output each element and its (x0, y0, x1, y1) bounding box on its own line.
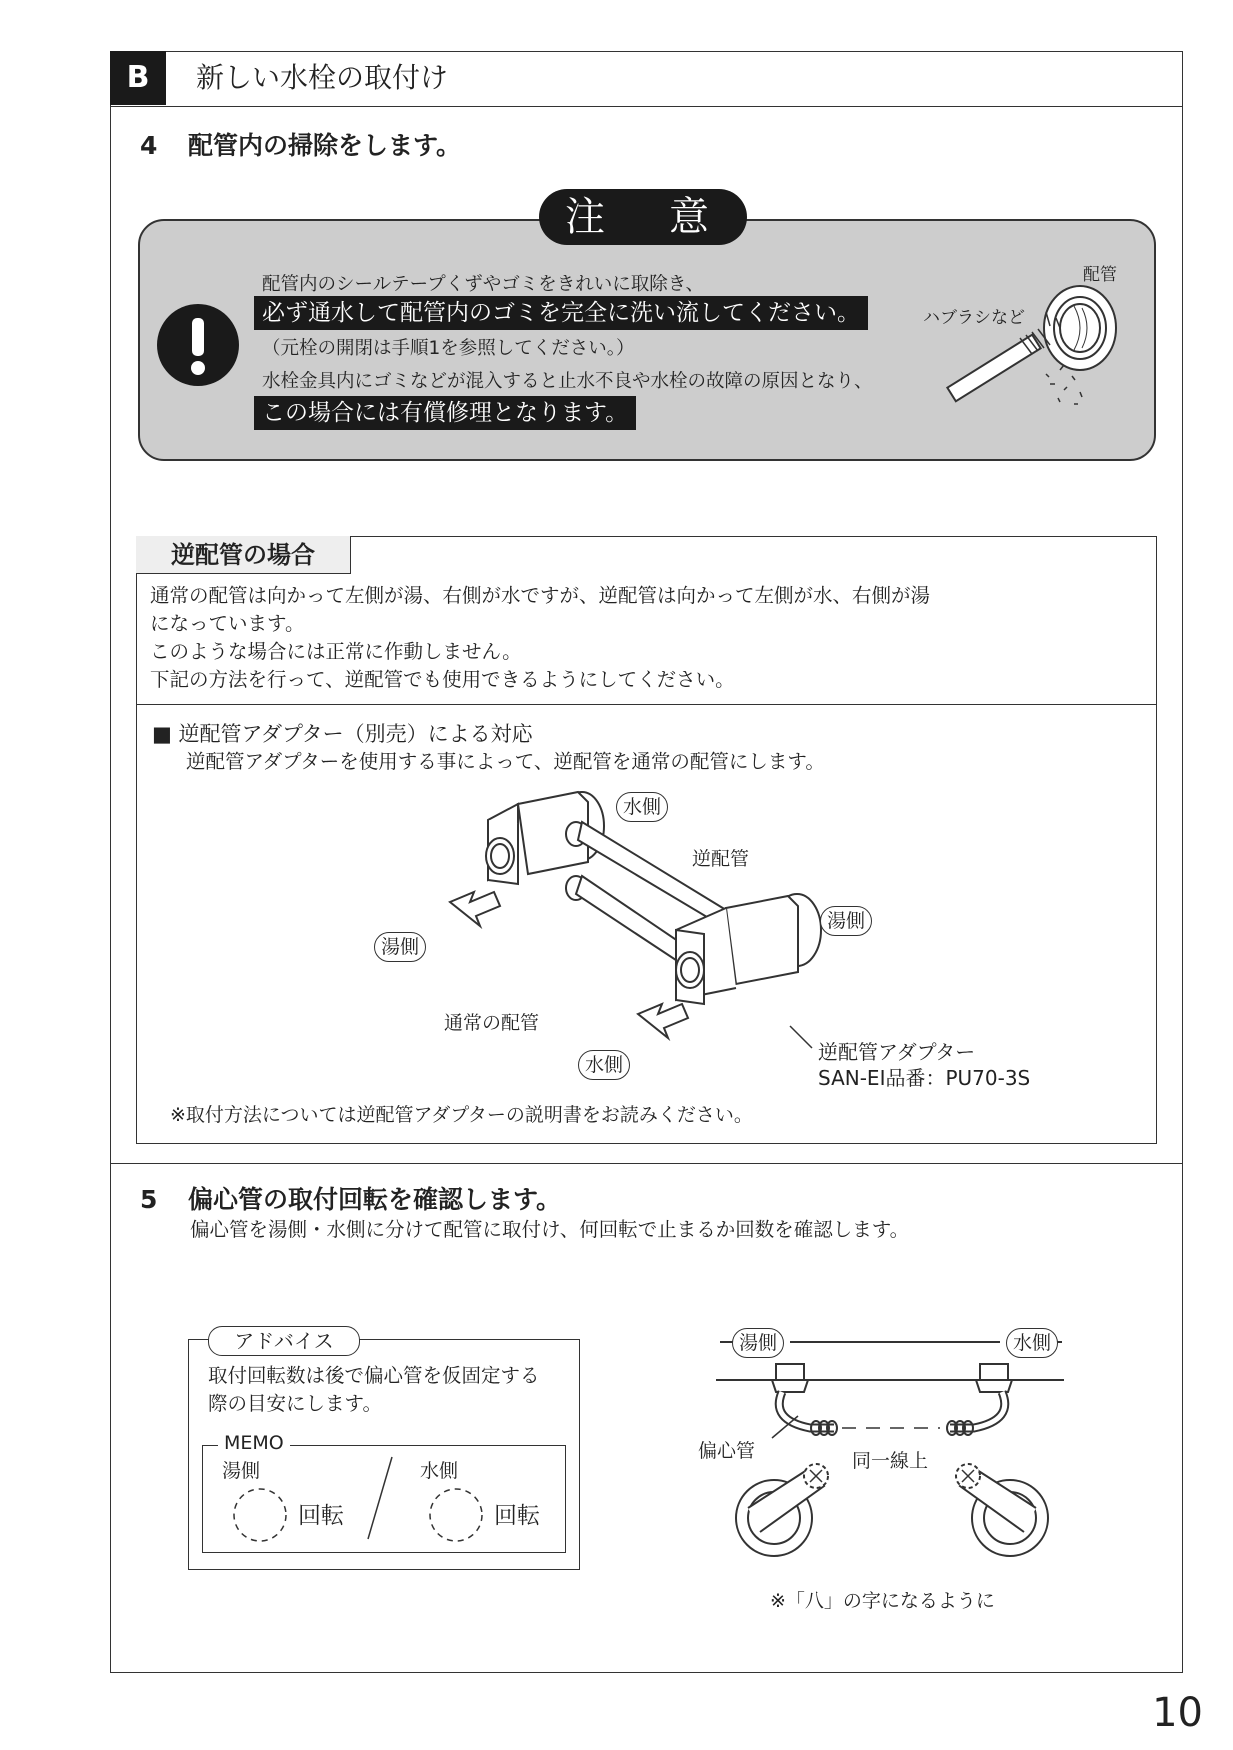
brush-pipe-illustration (940, 280, 1120, 430)
label-adapter: 逆配管アダプター (818, 1040, 976, 1064)
adapter-diagram (370, 780, 870, 1080)
reverse-p3: このような場合には正常に作動しません。 (150, 640, 522, 663)
step4-number: 4 (140, 131, 158, 160)
step5-number: 5 (140, 1185, 158, 1214)
diagram5-eccentric-label: 偏心管 (698, 1440, 756, 1462)
label-brush: ハブラシなど (923, 308, 1025, 328)
memo-label: MEMO (218, 1432, 290, 1454)
memo-water-unit: 回転 (494, 1503, 540, 1529)
reverse-p2: になっています。 (150, 612, 305, 635)
label-water-top: 水側 (616, 792, 668, 822)
reverse-divider (136, 704, 1157, 705)
memo-drawing (202, 1445, 566, 1553)
adapter-desc: 逆配管アダプターを使用する事によって、逆配管を通常の配管にします。 (186, 750, 825, 773)
caution-line3: 水栓金具内にゴミなどが混入すると止水不良や水栓の故障の原因となり、 (262, 371, 873, 392)
reverse-piping-tab: 逆配管の場合 (136, 536, 351, 574)
memo-hot-unit: 回転 (298, 1503, 344, 1529)
memo-water-label: 水側 (420, 1460, 459, 1482)
step5-title: 偏心管の取付回転を確認します。 (188, 1185, 562, 1214)
diagram5-hot-label: 湯側 (732, 1328, 784, 1358)
section-title: 新しい水栓の取付け (196, 61, 449, 94)
label-hot-left: 湯側 (374, 932, 426, 962)
advice-text1: 取付回転数は後で偏心管を仮固定する (208, 1364, 540, 1387)
reverse-p4: 下記の方法を行って、逆配管でも使用できるようにしてください。 (150, 668, 735, 691)
advice-text2: 際の目安にします。 (208, 1392, 382, 1415)
adapter-heading: ■ 逆配管アダプター（別売）による対応 (152, 722, 533, 746)
diagram5-water-label: 水側 (1006, 1328, 1058, 1358)
diagram5-note: ※「八」の字になるように (770, 1590, 995, 1612)
caution-title: 注 意 (539, 189, 747, 245)
label-part-number: SAN-EI品番：PU70-3S (818, 1066, 1031, 1090)
label-normal-pipe: 通常の配管 (444, 1012, 540, 1034)
section-header (110, 51, 1183, 107)
caution-line2: （元栓の開閉は手順1を参照してください。） (262, 338, 635, 359)
exclamation-icon (157, 304, 239, 386)
label-reverse-pipe: 逆配管 (692, 848, 750, 870)
step4-heading (140, 126, 461, 162)
section-badge: B (110, 51, 166, 105)
reverse-p1: 通常の配管は向かって左側が湯、右側が水ですが、逆配管は向かって左側が水、右側が湯 (150, 584, 931, 607)
caution-highlight1: 必ず通水して配管内のゴミを完全に洗い流してください。 (254, 296, 868, 330)
step5-desc: 偏心管を湯側・水側に分けて配管に取付け、何回転で止まるか回数を確認します。 (190, 1218, 910, 1241)
caution-highlight2: この場合には有償修理となります。 (254, 396, 636, 430)
adapter-note: ※取付方法については逆配管アダプターの説明書をお読みください。 (170, 1104, 753, 1126)
advice-tag: アドバイス (208, 1326, 360, 1356)
label-water-bottom: 水側 (578, 1050, 630, 1080)
caution-line1: 配管内のシールテープくずやゴミをきれいに取除き、 (262, 274, 704, 295)
section-divider (110, 1163, 1183, 1164)
step4-title: 配管内の掃除をします。 (188, 131, 462, 160)
step5-heading (140, 1180, 561, 1216)
label-pipe: 配管 (1083, 265, 1117, 285)
page-number: 10 (1152, 1690, 1203, 1736)
memo-hot-label: 湯側 (222, 1460, 261, 1482)
label-hot-right: 湯側 (820, 906, 872, 936)
diagram5-same-line-label: 同一線上 (852, 1450, 929, 1472)
